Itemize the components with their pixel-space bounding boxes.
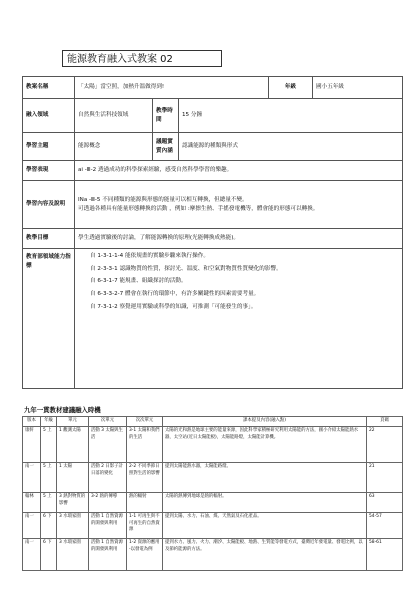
- cell: 3-2 熱的傳導: [89, 493, 127, 513]
- content-label: 學習內容及說明: [23, 181, 75, 229]
- grade-label: 年級: [269, 77, 313, 99]
- plan-name-label: 教案名稱: [23, 77, 75, 99]
- cell: 21: [367, 463, 403, 493]
- cell: 3 熱對物質的影響: [57, 493, 89, 513]
- cell: 活動 2 日影子計日落的變化: [89, 463, 127, 493]
- cell: 5 上: [41, 493, 57, 513]
- cell: 2-2 不同季節日照對生活的影響: [127, 463, 163, 493]
- performance-value: ai -Ⅲ-2 透過成功的科學探索經驗，感受自然科學學習的樂趣。: [75, 161, 403, 181]
- cell: 南一: [23, 539, 41, 571]
- plan-name-value: 「太陽」當空照，加熱升溫做得到!: [75, 77, 269, 99]
- ability-item: 自 6-3-1-7 能規畫、組織探討的活動。: [90, 278, 187, 285]
- cell: 活動 1 自然資源的開發與利用: [89, 513, 127, 539]
- cell: 太陽的光和熱是地球主要的能量來源，因此科學家積極研究利用太陽能的方法，國小介紹太陽能熱水器，太空站(近日太陽能板)，太陽能路燈，太陽能計算機。: [163, 427, 367, 463]
- cell: 提到水力、風力、火力、潮汐、太陽能板、地熱、生質能等發電方式，臺灣近年發電量、發電比例，以及節約能源的方法。: [163, 539, 367, 571]
- header-cell: 單元: [57, 417, 89, 427]
- header-cell: 頁碼: [367, 417, 403, 427]
- cell: 3 水環家園: [57, 513, 89, 539]
- goal-value: 學生透過實驗後的討論，了解能源轉換的原理(光能轉換成熱能)。: [75, 229, 403, 249]
- header-cell: 年級: [41, 417, 57, 427]
- cell: 22: [367, 427, 403, 463]
- grade-value: 國小五年級: [313, 77, 403, 99]
- time-label: 教學時間: [153, 99, 179, 133]
- row-topic: [23, 133, 403, 161]
- ability-item: 自 7-3-1-2 察覺運用實驗或科學的知識，可推測「可能發生的事」。: [90, 303, 257, 310]
- cell: 54-57: [367, 513, 403, 539]
- cell: 提到太陽能熱水器，太陽能路燈。: [163, 463, 367, 493]
- cell: 南一: [23, 513, 41, 539]
- ability-label: 教育部領域能力指標: [23, 249, 75, 389]
- document-title: 能源教育融入式教案 02: [62, 50, 222, 67]
- cell: 翰林: [23, 493, 41, 513]
- cell: 5 上: [41, 427, 57, 463]
- cell: 1-2 資源的應用 -以發電為例: [127, 539, 163, 571]
- content-line: 可透過各種具有能量形態轉換的活動 ，例如 :摩擦生熱、手搖發電機等，體會能的形態可以轉換。: [78, 205, 319, 212]
- cell: 6 下: [41, 539, 57, 571]
- time-value: 15 分鐘: [179, 99, 403, 133]
- textbook-table: [22, 416, 403, 571]
- performance-label: 學習表現: [23, 161, 75, 181]
- content-value: [75, 181, 403, 229]
- header-cell: 次單元: [89, 417, 127, 427]
- cell: 熱的輻射: [127, 493, 163, 513]
- core-value: 認識能源的種類與形式: [179, 133, 403, 161]
- header-cell: 版本: [23, 417, 41, 427]
- ability-item: 自 1-3-1-1-4 能依規畫的實驗步驟來執行操作。: [90, 253, 209, 259]
- cell: 南一: [23, 463, 41, 493]
- table-row: [23, 513, 403, 539]
- row-field: [23, 99, 403, 133]
- row-goal: [23, 229, 403, 249]
- header-cell: 課本提及內容(融入點): [163, 417, 367, 427]
- header-cell: 次次單元: [127, 417, 163, 427]
- cell: 康軒: [23, 427, 41, 463]
- table-row: [23, 427, 403, 463]
- table-row: [23, 539, 403, 571]
- row-content: [23, 181, 403, 229]
- topic-label: 學習主題: [23, 133, 75, 161]
- timing-caption: 九年一貫教材建議融入時機: [24, 406, 101, 414]
- table-row: [23, 463, 403, 493]
- ability-item: 自 2-3-3-1 認識物質的性質，探討光、溫度、和空氣對物質性質變化的影響。: [90, 265, 282, 272]
- cell: 提到太陽、水力、石油、煤、天然氣及石化產品。: [163, 513, 367, 539]
- cell: 6 下: [41, 513, 57, 539]
- cell: 1-1 可再生與不可再生的自然資源: [127, 513, 163, 539]
- topic-value: 能源概念: [75, 133, 153, 161]
- table-row: [23, 493, 403, 513]
- row-plan-name: [23, 77, 403, 99]
- cell: 63: [367, 493, 403, 513]
- core-label: 議題實質內涵: [153, 133, 179, 161]
- cell: 活動 1 自然資源的開發與利用: [89, 539, 127, 571]
- goal-label: 教學目標: [23, 229, 75, 249]
- cell: 5 上: [41, 463, 57, 493]
- ability-item: 自 6-3-3-2-7 體會在執行的環節中，有許多關鍵性的因素需要考量。: [90, 290, 260, 297]
- cell: 58-61: [367, 539, 403, 571]
- cell: 活動 3 太陽與生活: [89, 427, 127, 463]
- cell: 3-1 太陽和我們的生活: [127, 427, 163, 463]
- field-value: 自然與生活科技領域: [75, 99, 153, 133]
- lesson-plan-table: [22, 76, 403, 389]
- cell: 太陽的熱傳到地球是熱的輻射。: [163, 493, 367, 513]
- ability-value: [75, 249, 403, 389]
- cell: 1 太陽: [57, 463, 89, 493]
- row-ability: [23, 249, 403, 389]
- cell: 3 水環家園: [57, 539, 89, 571]
- field-label: 融入領域: [23, 99, 75, 133]
- row-performance: [23, 161, 403, 181]
- cell: 1 觀測太陽: [57, 427, 89, 463]
- table-header: [23, 417, 403, 427]
- content-line: INa -Ⅲ-5 不同種類的能源與形態的能量可以相互轉換，但總量不變。: [78, 196, 248, 203]
